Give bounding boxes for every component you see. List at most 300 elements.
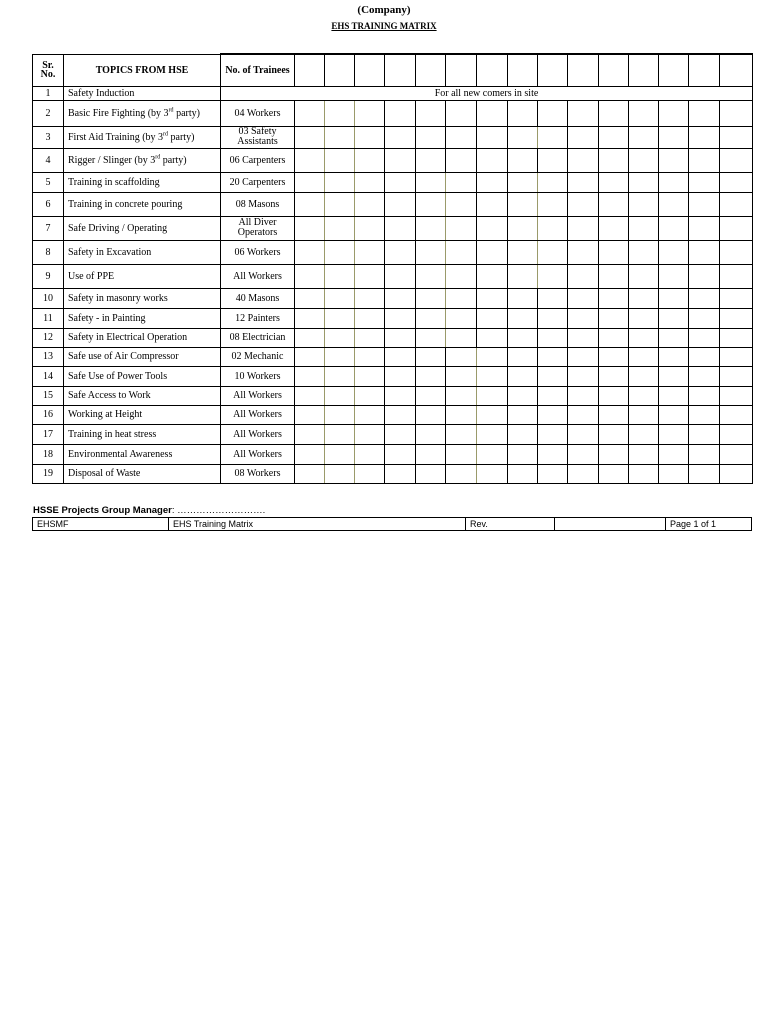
schedule-cell[interactable]: [355, 366, 385, 386]
schedule-cell[interactable]: [689, 366, 720, 386]
schedule-cell[interactable]: [720, 405, 753, 424]
schedule-cell[interactable]: [385, 240, 416, 264]
schedule-cell[interactable]: [508, 172, 538, 192]
schedule-cell[interactable]: [629, 288, 659, 308]
schedule-cell[interactable]: [416, 192, 446, 216]
schedule-cell[interactable]: [508, 126, 538, 148]
row-trainees: 10 Workers: [221, 366, 295, 386]
schedule-cell[interactable]: [325, 100, 355, 126]
schedule-cell[interactable]: [508, 264, 538, 288]
schedule-cell[interactable]: [446, 366, 477, 386]
schedule-cell[interactable]: [538, 126, 568, 148]
schedule-cell[interactable]: [477, 148, 508, 172]
schedule-cell[interactable]: [659, 308, 689, 328]
schedule-cell[interactable]: [538, 464, 568, 483]
schedule-cell[interactable]: [689, 192, 720, 216]
schedule-cell[interactable]: [689, 308, 720, 328]
schedule-cell[interactable]: [659, 288, 689, 308]
schedule-cell[interactable]: [295, 328, 325, 347]
schedule-cell[interactable]: [446, 405, 477, 424]
schedule-cell[interactable]: [416, 172, 446, 192]
schedule-cell[interactable]: [477, 216, 508, 240]
schedule-cell[interactable]: [689, 100, 720, 126]
schedule-cell[interactable]: [355, 240, 385, 264]
schedule-cell[interactable]: [355, 386, 385, 405]
schedule-cell[interactable]: [599, 308, 629, 328]
schedule-cell[interactable]: [599, 347, 629, 366]
schedule-cell[interactable]: [446, 216, 477, 240]
schedule-cell[interactable]: [325, 288, 355, 308]
schedule-cell[interactable]: [295, 405, 325, 424]
schedule-cell[interactable]: [599, 366, 629, 386]
row-sr-no: 2: [33, 100, 64, 126]
schedule-cell[interactable]: [629, 216, 659, 240]
schedule-cell[interactable]: [325, 126, 355, 148]
schedule-cell[interactable]: [508, 308, 538, 328]
schedule-cell[interactable]: [477, 126, 508, 148]
schedule-cell[interactable]: [508, 328, 538, 347]
schedule-cell[interactable]: [720, 328, 753, 347]
schedule-cell[interactable]: [659, 100, 689, 126]
schedule-cell[interactable]: [599, 444, 629, 464]
schedule-cell[interactable]: [355, 126, 385, 148]
schedule-cell[interactable]: [446, 126, 477, 148]
schedule-cell[interactable]: [568, 264, 599, 288]
schedule-cell[interactable]: [568, 148, 599, 172]
schedule-cell[interactable]: [538, 192, 568, 216]
schedule-cell[interactable]: [325, 386, 355, 405]
schedule-cell[interactable]: [629, 444, 659, 464]
schedule-cell[interactable]: [689, 328, 720, 347]
schedule-cell[interactable]: [720, 216, 753, 240]
schedule-cell[interactable]: [689, 216, 720, 240]
schedule-cell[interactable]: [538, 366, 568, 386]
schedule-cell[interactable]: [599, 240, 629, 264]
schedule-cell[interactable]: [477, 464, 508, 483]
company-name: (Company): [357, 4, 411, 16]
schedule-cell[interactable]: [508, 100, 538, 126]
row-topic: Safe Use of Power Tools: [64, 366, 221, 386]
schedule-cell[interactable]: [385, 366, 416, 386]
schedule-cell[interactable]: [416, 366, 446, 386]
row-trainees: All Diver Operators: [221, 216, 295, 240]
schedule-cell[interactable]: [568, 366, 599, 386]
schedule-cell[interactable]: [629, 126, 659, 148]
schedule-cell[interactable]: [477, 424, 508, 444]
schedule-cell[interactable]: [629, 424, 659, 444]
schedule-cell[interactable]: [325, 308, 355, 328]
table-row: [33, 366, 753, 386]
schedule-cell[interactable]: [599, 216, 629, 240]
table-row: [33, 308, 753, 328]
row-trainees: 08 Masons: [221, 192, 295, 216]
schedule-cell[interactable]: [416, 328, 446, 347]
schedule-cell[interactable]: [659, 386, 689, 405]
schedule-cell[interactable]: [355, 347, 385, 366]
schedule-cell[interactable]: [477, 366, 508, 386]
schedule-cell[interactable]: [689, 172, 720, 192]
schedule-cell[interactable]: [295, 366, 325, 386]
schedule-cell[interactable]: [659, 424, 689, 444]
schedule-cell[interactable]: [659, 148, 689, 172]
schedule-cell[interactable]: [295, 148, 325, 172]
schedule-cell[interactable]: [477, 288, 508, 308]
schedule-cell[interactable]: [416, 288, 446, 308]
schedule-cell[interactable]: [355, 464, 385, 483]
schedule-cell[interactable]: [689, 464, 720, 483]
schedule-cell[interactable]: [508, 288, 538, 308]
schedule-cell[interactable]: [599, 386, 629, 405]
schedule-cell[interactable]: [446, 240, 477, 264]
schedule-cell[interactable]: [508, 464, 538, 483]
schedule-cell[interactable]: [446, 424, 477, 444]
schedule-cell[interactable]: [568, 444, 599, 464]
schedule-cell[interactable]: [508, 148, 538, 172]
schedule-cell[interactable]: [295, 100, 325, 126]
schedule-cell[interactable]: [295, 192, 325, 216]
schedule-cell[interactable]: [659, 405, 689, 424]
schedule-cell[interactable]: [446, 172, 477, 192]
schedule-cell[interactable]: [477, 192, 508, 216]
schedule-cell[interactable]: [477, 308, 508, 328]
schedule-cell[interactable]: [538, 216, 568, 240]
schedule-cell[interactable]: [416, 240, 446, 264]
schedule-cell[interactable]: [689, 126, 720, 148]
schedule-cell[interactable]: [355, 172, 385, 192]
schedule-cell[interactable]: [355, 288, 385, 308]
schedule-cell[interactable]: [629, 328, 659, 347]
schedule-cell[interactable]: [446, 148, 477, 172]
schedule-cell[interactable]: [385, 405, 416, 424]
schedule-cell[interactable]: [720, 386, 753, 405]
schedule-cell[interactable]: [416, 126, 446, 148]
schedule-cell[interactable]: [629, 366, 659, 386]
schedule-cell[interactable]: [416, 444, 446, 464]
schedule-cell[interactable]: [568, 386, 599, 405]
schedule-cell[interactable]: [477, 347, 508, 366]
row-sr-no: 11: [33, 308, 64, 328]
schedule-cell[interactable]: [325, 240, 355, 264]
schedule-cell[interactable]: [295, 386, 325, 405]
schedule-cell[interactable]: [720, 347, 753, 366]
schedule-cell[interactable]: [325, 347, 355, 366]
schedule-cell[interactable]: [629, 264, 659, 288]
row-topic: Training in concrete pouring: [64, 192, 221, 216]
schedule-cell[interactable]: [538, 328, 568, 347]
schedule-cell[interactable]: [385, 386, 416, 405]
schedule-cell[interactable]: [689, 264, 720, 288]
schedule-cell[interactable]: [720, 444, 753, 464]
schedule-cell[interactable]: [508, 424, 538, 444]
schedule-cell[interactable]: [599, 126, 629, 148]
row-topic: Safety in masonry works: [64, 288, 221, 308]
schedule-cell[interactable]: [325, 148, 355, 172]
schedule-cell[interactable]: [689, 347, 720, 366]
schedule-cell[interactable]: [659, 126, 689, 148]
schedule-cell[interactable]: [599, 424, 629, 444]
schedule-cell[interactable]: [568, 216, 599, 240]
training-matrix-table: [32, 51, 753, 484]
schedule-cell[interactable]: [385, 328, 416, 347]
schedule-cell[interactable]: [599, 328, 629, 347]
schedule-cell[interactable]: [508, 405, 538, 424]
schedule-cell[interactable]: [295, 347, 325, 366]
schedule-cell[interactable]: [538, 386, 568, 405]
schedule-cell[interactable]: [385, 192, 416, 216]
row-sr-no: 14: [33, 366, 64, 386]
schedule-cell[interactable]: [477, 100, 508, 126]
schedule-cell[interactable]: [659, 366, 689, 386]
schedule-cell[interactable]: [295, 240, 325, 264]
schedule-cell[interactable]: [538, 424, 568, 444]
schedule-cell[interactable]: [568, 347, 599, 366]
schedule-cell[interactable]: [325, 328, 355, 347]
schedule-cell[interactable]: [477, 172, 508, 192]
schedule-cell[interactable]: [720, 192, 753, 216]
schedule-cell[interactable]: [355, 192, 385, 216]
schedule-cell[interactable]: [538, 405, 568, 424]
schedule-cell[interactable]: [446, 386, 477, 405]
schedule-cell[interactable]: [355, 216, 385, 240]
schedule-cell[interactable]: [355, 100, 385, 126]
schedule-cell[interactable]: [355, 405, 385, 424]
schedule-cell[interactable]: [508, 192, 538, 216]
schedule-cell[interactable]: [599, 192, 629, 216]
schedule-cell[interactable]: [325, 192, 355, 216]
manager-label: HSSE Projects Group Manager: [33, 505, 172, 516]
schedule-cell[interactable]: [508, 240, 538, 264]
schedule-cell[interactable]: [720, 264, 753, 288]
schedule-cell[interactable]: [720, 464, 753, 483]
schedule-cell[interactable]: [689, 424, 720, 444]
schedule-cell[interactable]: [325, 366, 355, 386]
schedule-cell[interactable]: [355, 424, 385, 444]
schedule-cell[interactable]: [599, 100, 629, 126]
schedule-cell[interactable]: [385, 126, 416, 148]
schedule-cell[interactable]: [385, 347, 416, 366]
schedule-cell[interactable]: [446, 464, 477, 483]
schedule-cell[interactable]: [538, 100, 568, 126]
schedule-cell[interactable]: [659, 240, 689, 264]
schedule-cell[interactable]: [446, 444, 477, 464]
schedule-cell[interactable]: [446, 264, 477, 288]
table-row: [33, 464, 753, 483]
schedule-cell[interactable]: [295, 424, 325, 444]
schedule-cell[interactable]: [538, 288, 568, 308]
schedule-cell[interactable]: [659, 444, 689, 464]
schedule-cell[interactable]: [325, 216, 355, 240]
schedule-cell[interactable]: [720, 126, 753, 148]
schedule-cell[interactable]: [325, 172, 355, 192]
header-trainees: No. of Trainees: [221, 54, 295, 86]
manager-signature-line: : ……………………….: [171, 505, 266, 516]
schedule-cell[interactable]: [508, 347, 538, 366]
schedule-cell[interactable]: [325, 464, 355, 483]
schedule-cell[interactable]: [720, 308, 753, 328]
schedule-cell[interactable]: [568, 126, 599, 148]
schedule-cell[interactable]: [416, 405, 446, 424]
schedule-cell[interactable]: [477, 444, 508, 464]
schedule-cell[interactable]: [446, 308, 477, 328]
schedule-cell[interactable]: [295, 126, 325, 148]
schedule-cell[interactable]: [568, 192, 599, 216]
row-topic-text-end: party): [168, 131, 195, 143]
schedule-cell[interactable]: [416, 424, 446, 444]
schedule-cell[interactable]: [385, 148, 416, 172]
schedule-cell[interactable]: [568, 405, 599, 424]
schedule-cell[interactable]: [385, 464, 416, 483]
schedule-cell[interactable]: [446, 347, 477, 366]
schedule-cell[interactable]: [385, 100, 416, 126]
schedule-cell[interactable]: [385, 444, 416, 464]
schedule-cell[interactable]: [355, 148, 385, 172]
schedule-cell[interactable]: [720, 240, 753, 264]
schedule-cell[interactable]: [385, 216, 416, 240]
schedule-cell[interactable]: [629, 405, 659, 424]
document-footer: [32, 517, 752, 531]
schedule-cell[interactable]: [477, 405, 508, 424]
schedule-cell[interactable]: [689, 240, 720, 264]
schedule-cell[interactable]: [568, 100, 599, 126]
table-row: [33, 192, 753, 216]
schedule-cell[interactable]: [295, 172, 325, 192]
schedule-cell[interactable]: [416, 308, 446, 328]
schedule-cell[interactable]: [325, 264, 355, 288]
schedule-cell[interactable]: [385, 264, 416, 288]
schedule-cell[interactable]: [629, 347, 659, 366]
schedule-cell[interactable]: [385, 308, 416, 328]
schedule-cell[interactable]: [720, 100, 753, 126]
row-topic: Safe use of Air Compressor: [64, 347, 221, 366]
schedule-cell[interactable]: [720, 424, 753, 444]
schedule-cell[interactable]: [446, 328, 477, 347]
schedule-cell[interactable]: [295, 288, 325, 308]
schedule-cell[interactable]: [295, 264, 325, 288]
schedule-cell[interactable]: [385, 424, 416, 444]
schedule-cell[interactable]: [477, 328, 508, 347]
schedule-cell[interactable]: [720, 148, 753, 172]
schedule-cell[interactable]: [508, 366, 538, 386]
schedule-cell[interactable]: [568, 424, 599, 444]
schedule-cell[interactable]: [568, 172, 599, 192]
schedule-cell[interactable]: [477, 240, 508, 264]
schedule-cell[interactable]: [538, 308, 568, 328]
schedule-cell[interactable]: [325, 424, 355, 444]
schedule-cell[interactable]: [385, 288, 416, 308]
schedule-cell[interactable]: [659, 192, 689, 216]
schedule-cell[interactable]: [355, 444, 385, 464]
schedule-cell[interactable]: [689, 148, 720, 172]
schedule-cell[interactable]: [416, 100, 446, 126]
schedule-cell[interactable]: [477, 386, 508, 405]
schedule-cell[interactable]: [659, 216, 689, 240]
schedule-cell[interactable]: [568, 288, 599, 308]
schedule-cell[interactable]: [355, 328, 385, 347]
schedule-cell[interactable]: [477, 264, 508, 288]
schedule-cell[interactable]: [508, 216, 538, 240]
schedule-cell[interactable]: [689, 288, 720, 308]
schedule-cell[interactable]: [568, 328, 599, 347]
schedule-cell[interactable]: [659, 172, 689, 192]
schedule-cell[interactable]: [416, 216, 446, 240]
schedule-cell[interactable]: [689, 386, 720, 405]
row-trainees: All Workers: [221, 386, 295, 405]
schedule-cell[interactable]: [295, 308, 325, 328]
schedule-cell[interactable]: [568, 240, 599, 264]
schedule-cell[interactable]: [659, 347, 689, 366]
schedule-cell[interactable]: [538, 347, 568, 366]
schedule-cell[interactable]: [599, 264, 629, 288]
schedule-cell[interactable]: [416, 386, 446, 405]
schedule-cell[interactable]: [538, 240, 568, 264]
schedule-cell[interactable]: [295, 216, 325, 240]
schedule-cell[interactable]: [629, 192, 659, 216]
schedule-cell[interactable]: [446, 288, 477, 308]
schedule-cell[interactable]: [538, 148, 568, 172]
header-row: [33, 54, 753, 86]
schedule-cell[interactable]: [629, 100, 659, 126]
schedule-cell[interactable]: [416, 347, 446, 366]
schedule-cell[interactable]: [689, 444, 720, 464]
schedule-cell[interactable]: [599, 464, 629, 483]
schedule-cell[interactable]: [599, 288, 629, 308]
schedule-cell[interactable]: [599, 148, 629, 172]
schedule-cell[interactable]: [629, 386, 659, 405]
schedule-cell[interactable]: [538, 172, 568, 192]
schedule-cell[interactable]: [325, 405, 355, 424]
schedule-cell[interactable]: [720, 366, 753, 386]
schedule-cell[interactable]: [538, 264, 568, 288]
schedule-cell[interactable]: [416, 264, 446, 288]
schedule-cell[interactable]: [385, 172, 416, 192]
schedule-cell[interactable]: [629, 172, 659, 192]
schedule-cell[interactable]: [295, 464, 325, 483]
row-trainees: 03 Safety Assistants: [221, 126, 295, 148]
table-row: [33, 86, 753, 100]
schedule-cell[interactable]: [629, 240, 659, 264]
schedule-cell[interactable]: [629, 464, 659, 483]
row-topic: Training in scaffolding: [64, 172, 221, 192]
schedule-cell[interactable]: [508, 444, 538, 464]
schedule-cell[interactable]: [416, 464, 446, 483]
schedule-cell[interactable]: [599, 172, 629, 192]
schedule-cell[interactable]: [720, 288, 753, 308]
schedule-cell[interactable]: [446, 100, 477, 126]
row-trainees: 40 Masons: [221, 288, 295, 308]
schedule-cell[interactable]: [659, 328, 689, 347]
schedule-cell[interactable]: [538, 444, 568, 464]
footer-code: EHSMF: [33, 518, 169, 531]
schedule-cell[interactable]: [659, 264, 689, 288]
schedule-cell[interactable]: [355, 264, 385, 288]
schedule-cell[interactable]: [355, 308, 385, 328]
schedule-cell[interactable]: [325, 444, 355, 464]
schedule-cell[interactable]: [568, 308, 599, 328]
row-topic-text: Basic Fire Fighting (by 3: [68, 107, 169, 119]
schedule-cell[interactable]: [568, 464, 599, 483]
schedule-cell[interactable]: [720, 172, 753, 192]
schedule-cell[interactable]: [599, 405, 629, 424]
schedule-cell[interactable]: [629, 148, 659, 172]
schedule-cell[interactable]: [295, 444, 325, 464]
schedule-cell[interactable]: [629, 308, 659, 328]
schedule-cell[interactable]: [659, 464, 689, 483]
schedule-cell[interactable]: [416, 148, 446, 172]
schedule-cell[interactable]: [446, 192, 477, 216]
schedule-cell[interactable]: [689, 405, 720, 424]
schedule-cell[interactable]: [508, 386, 538, 405]
table-row: [33, 240, 753, 264]
